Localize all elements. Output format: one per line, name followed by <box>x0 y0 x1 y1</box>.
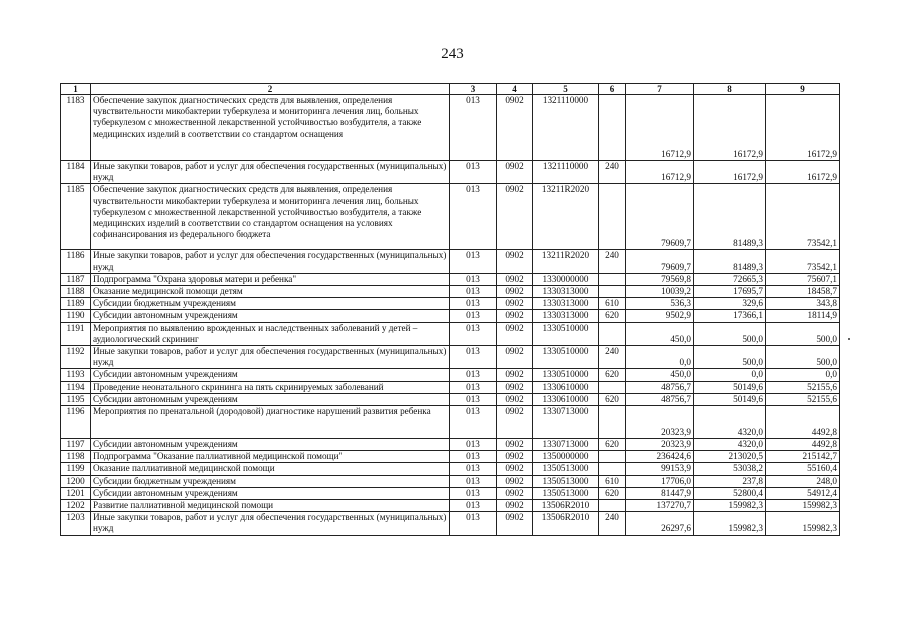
table-row <box>61 512 840 535</box>
row-value-7: 79609,7 <box>626 250 694 273</box>
col-header: 6 <box>599 84 626 95</box>
row-value-8: 17695,7 <box>694 286 766 298</box>
row-target-code: 1350513000 <box>533 487 599 499</box>
row-target-code: 1330000000 <box>533 273 599 285</box>
row-number: 1187 <box>61 273 91 285</box>
col-header: 8 <box>694 84 766 95</box>
header-row <box>61 84 840 95</box>
row-value-7: 20323,9 <box>626 406 694 439</box>
row-target-code: 1330610000 <box>533 381 599 393</box>
row-ministry-code: 013 <box>450 322 497 345</box>
row-expense-type <box>599 463 626 475</box>
row-value-8: 237,8 <box>694 475 766 487</box>
row-target-code: 1330313000 <box>533 286 599 298</box>
row-value-7: 16712,9 <box>626 95 694 161</box>
row-value-7: 536,3 <box>626 298 694 310</box>
row-expense-type <box>599 381 626 393</box>
row-value-8: 50149,6 <box>694 381 766 393</box>
page-number: 243 <box>441 46 464 62</box>
row-value-9: 500,0 <box>766 346 840 369</box>
row-value-9: 75607,1 <box>766 273 840 285</box>
row-section-code: 0902 <box>497 487 533 499</box>
row-section-code: 0902 <box>497 500 533 512</box>
row-name: Субсидии автономным учреждениям <box>91 369 450 381</box>
row-value-8: 52800,4 <box>694 487 766 499</box>
row-section-code: 0902 <box>497 250 533 273</box>
row-number: 1191 <box>61 322 91 345</box>
row-ministry-code: 013 <box>450 393 497 405</box>
row-ministry-code: 013 <box>450 95 497 161</box>
row-section-code: 0902 <box>497 273 533 285</box>
row-number: 1192 <box>61 346 91 369</box>
row-name: Субсидии бюджетным учреждениям <box>91 298 450 310</box>
col-header: 7 <box>626 84 694 95</box>
row-number: 1188 <box>61 286 91 298</box>
row-section-code: 0902 <box>497 512 533 535</box>
row-value-8: 0,0 <box>694 369 766 381</box>
table-row <box>61 310 840 322</box>
row-value-8: 329,6 <box>694 298 766 310</box>
row-value-7: 17706,0 <box>626 475 694 487</box>
row-value-7: 79609,7 <box>626 184 694 250</box>
row-section-code: 0902 <box>497 381 533 393</box>
row-value-9: 18114,9 <box>766 310 840 322</box>
table-row <box>61 286 840 298</box>
row-ministry-code: 013 <box>450 184 497 250</box>
table-row <box>61 487 840 499</box>
table-row <box>61 322 840 345</box>
row-value-9: 73542,1 <box>766 250 840 273</box>
row-name: Оказание медицинской помощи детям <box>91 286 450 298</box>
row-value-7: 450,0 <box>626 369 694 381</box>
table-row <box>61 346 840 369</box>
row-value-8: 500,0 <box>694 322 766 345</box>
table-row <box>61 95 840 161</box>
row-section-code: 0902 <box>497 310 533 322</box>
row-section-code: 0902 <box>497 346 533 369</box>
row-target-code: 13506R2010 <box>533 500 599 512</box>
row-value-7: 0,0 <box>626 346 694 369</box>
row-value-8: 500,0 <box>694 346 766 369</box>
row-value-8: 4320,0 <box>694 439 766 451</box>
row-expense-type: 610 <box>599 475 626 487</box>
row-value-8: 72665,3 <box>694 273 766 285</box>
row-section-code: 0902 <box>497 369 533 381</box>
row-name: Оказание паллиативной медицинской помощи <box>91 463 450 475</box>
row-section-code: 0902 <box>497 184 533 250</box>
row-ministry-code: 013 <box>450 406 497 439</box>
row-ministry-code: 013 <box>450 250 497 273</box>
row-value-9: 52155,6 <box>766 393 840 405</box>
row-value-8: 50149,6 <box>694 393 766 405</box>
row-value-8: 16172,9 <box>694 95 766 161</box>
row-name: Подпрограмма "Охрана здоровья матери и ребенка" <box>91 273 450 285</box>
row-ministry-code: 013 <box>450 369 497 381</box>
row-ministry-code: 013 <box>450 286 497 298</box>
table-row <box>61 161 840 184</box>
row-value-7: 9502,9 <box>626 310 694 322</box>
row-number: 1199 <box>61 463 91 475</box>
table-row <box>61 393 840 405</box>
row-target-code: 13506R2010 <box>533 512 599 535</box>
row-value-7: 10039,2 <box>626 286 694 298</box>
row-value-8: 16172,9 <box>694 161 766 184</box>
row-value-8: 159982,3 <box>694 512 766 535</box>
row-value-9: 16172,9 <box>766 161 840 184</box>
table-row <box>61 184 840 250</box>
table-row <box>61 439 840 451</box>
row-section-code: 0902 <box>497 463 533 475</box>
row-number: 1195 <box>61 393 91 405</box>
row-number: 1193 <box>61 369 91 381</box>
table-row <box>61 500 840 512</box>
row-value-8: 213020,5 <box>694 451 766 463</box>
row-name: Мероприятия по пренатальной (дородовой) диагностике нарушений развития ребенка <box>91 406 450 439</box>
row-target-code: 1330610000 <box>533 393 599 405</box>
row-ministry-code: 013 <box>450 381 497 393</box>
row-value-7: 79569,8 <box>626 273 694 285</box>
row-expense-type: 620 <box>599 439 626 451</box>
row-value-8: 53038,2 <box>694 463 766 475</box>
row-value-9: 500,0 <box>766 322 840 345</box>
row-number: 1186 <box>61 250 91 273</box>
row-name: Субсидии автономным учреждениям <box>91 310 450 322</box>
row-name: Подпрограмма "Оказание паллиативной медицинской помощи" <box>91 451 450 463</box>
row-section-code: 0902 <box>497 451 533 463</box>
row-value-8: 4320,0 <box>694 406 766 439</box>
row-value-9: 343,8 <box>766 298 840 310</box>
table-row <box>61 451 840 463</box>
row-number: 1197 <box>61 439 91 451</box>
row-name: Субсидии автономным учреждениям <box>91 439 450 451</box>
col-header: 1 <box>61 84 91 95</box>
table-row <box>61 298 840 310</box>
row-expense-type <box>599 406 626 439</box>
row-value-9: 215142,7 <box>766 451 840 463</box>
row-section-code: 0902 <box>497 406 533 439</box>
row-ministry-code: 013 <box>450 310 497 322</box>
row-section-code: 0902 <box>497 393 533 405</box>
row-expense-type: 240 <box>599 512 626 535</box>
table-row <box>61 273 840 285</box>
col-header: 5 <box>533 84 599 95</box>
row-target-code: 13211R2020 <box>533 250 599 273</box>
row-target-code: 1330713000 <box>533 439 599 451</box>
row-expense-type: 240 <box>599 161 626 184</box>
row-ministry-code: 013 <box>450 161 497 184</box>
row-value-8: 81489,3 <box>694 184 766 250</box>
row-value-9: 159982,3 <box>766 512 840 535</box>
row-value-9: 4492,8 <box>766 439 840 451</box>
row-number: 1198 <box>61 451 91 463</box>
row-target-code: 1321110000 <box>533 95 599 161</box>
table-row <box>61 250 840 273</box>
row-section-code: 0902 <box>497 286 533 298</box>
row-value-7: 48756,7 <box>626 381 694 393</box>
row-name: Иные закупки товаров, работ и услуг для обеспечения государственных (муниципальных) нужд <box>91 250 450 273</box>
col-header: 2 <box>91 84 450 95</box>
row-ministry-code: 013 <box>450 451 497 463</box>
row-target-code: 1330510000 <box>533 346 599 369</box>
row-name: Субсидии автономным учреждениям <box>91 487 450 499</box>
row-value-9: 16172,9 <box>766 95 840 161</box>
row-value-9: 55160,4 <box>766 463 840 475</box>
row-ministry-code: 013 <box>450 487 497 499</box>
row-value-9: 18458,7 <box>766 286 840 298</box>
row-section-code: 0902 <box>497 161 533 184</box>
row-value-9: 159982,3 <box>766 500 840 512</box>
table-row <box>61 475 840 487</box>
row-ministry-code: 013 <box>450 346 497 369</box>
table-row <box>61 369 840 381</box>
row-target-code: 1350513000 <box>533 475 599 487</box>
row-value-7: 236424,6 <box>626 451 694 463</box>
row-name: Обеспечение закупок диагностических средств для выявления, определения чувствительности микобактерии туберкулеза и мониторинга лечения лиц, больных туберкулезом с множественной лекарственной устойчивостью возбудителя, а также медицинских изделий в соответствии со стандартом оснащения <box>91 95 450 161</box>
row-ministry-code: 013 <box>450 463 497 475</box>
row-expense-type: 620 <box>599 369 626 381</box>
row-target-code: 1330713000 <box>533 406 599 439</box>
row-expense-type <box>599 95 626 161</box>
row-number: 1189 <box>61 298 91 310</box>
row-value-7: 16712,9 <box>626 161 694 184</box>
budget-table <box>60 83 840 536</box>
row-value-8: 17366,1 <box>694 310 766 322</box>
row-ministry-code: 013 <box>450 273 497 285</box>
row-expense-type: 240 <box>599 346 626 369</box>
row-section-code: 0902 <box>497 322 533 345</box>
row-target-code: 1330510000 <box>533 322 599 345</box>
row-value-9: 248,0 <box>766 475 840 487</box>
row-target-code: 1321110000 <box>533 161 599 184</box>
row-expense-type: 620 <box>599 310 626 322</box>
row-ministry-code: 013 <box>450 500 497 512</box>
row-number: 1201 <box>61 487 91 499</box>
row-name: Иные закупки товаров, работ и услуг для обеспечения государственных (муниципальных) нужд <box>91 346 450 369</box>
row-expense-type: 240 <box>599 250 626 273</box>
row-target-code: 13211R2020 <box>533 184 599 250</box>
row-number: 1190 <box>61 310 91 322</box>
row-target-code: 1350513000 <box>533 463 599 475</box>
row-number: 1203 <box>61 512 91 535</box>
row-value-7: 26297,6 <box>626 512 694 535</box>
row-value-9: 0,0 <box>766 369 840 381</box>
col-header: 9 <box>766 84 840 95</box>
row-name: Иные закупки товаров, работ и услуг для обеспечения государственных (муниципальных) нужд <box>91 512 450 535</box>
table-row <box>61 406 840 439</box>
row-expense-type <box>599 184 626 250</box>
row-value-7: 20323,9 <box>626 439 694 451</box>
row-number: 1202 <box>61 500 91 512</box>
row-section-code: 0902 <box>497 475 533 487</box>
row-ministry-code: 013 <box>450 298 497 310</box>
row-value-9: 4492,8 <box>766 406 840 439</box>
row-ministry-code: 013 <box>450 512 497 535</box>
row-number: 1184 <box>61 161 91 184</box>
row-name: Мероприятия по выявлению врожденных и наследственных заболеваний у детей – аудиологический скрининг <box>91 322 450 345</box>
row-name: Иные закупки товаров, работ и услуг для обеспечения государственных (муниципальных) нужд <box>91 161 450 184</box>
row-ministry-code: 013 <box>450 475 497 487</box>
row-expense-type: 610 <box>599 298 626 310</box>
table-body <box>61 95 840 536</box>
row-section-code: 0902 <box>497 95 533 161</box>
row-ministry-code: 013 <box>450 439 497 451</box>
row-value-8: 81489,3 <box>694 250 766 273</box>
row-number: 1183 <box>61 95 91 161</box>
row-section-code: 0902 <box>497 439 533 451</box>
row-expense-type <box>599 273 626 285</box>
row-name: Развитие паллиативной медицинской помощи <box>91 500 450 512</box>
col-header: 3 <box>450 84 497 95</box>
row-section-code: 0902 <box>497 298 533 310</box>
stray-mark <box>848 338 850 340</box>
row-name: Проведение неонатального скрининга на пять скринируемых заболеваний <box>91 381 450 393</box>
row-value-7: 81447,9 <box>626 487 694 499</box>
row-value-7: 99153,9 <box>626 463 694 475</box>
row-number: 1185 <box>61 184 91 250</box>
row-value-9: 54912,4 <box>766 487 840 499</box>
row-name: Обеспечение закупок диагностических средств для выявления, определения чувствительности микобактерии туберкулеза и мониторинга лечения лиц, больных туберкулезом с множественной лекарственной устойчивостью возбудителя, а также медицинских изделий в соответствии со стандартом оснащения на условиях софинансирования из федерального бюджета <box>91 184 450 250</box>
row-value-7: 450,0 <box>626 322 694 345</box>
row-number: 1194 <box>61 381 91 393</box>
row-number: 1196 <box>61 406 91 439</box>
table-row <box>61 463 840 475</box>
row-expense-type <box>599 451 626 463</box>
row-target-code: 1330313000 <box>533 310 599 322</box>
row-target-code: 1330313000 <box>533 298 599 310</box>
row-target-code: 1350000000 <box>533 451 599 463</box>
table-row <box>61 381 840 393</box>
row-value-9: 52155,6 <box>766 381 840 393</box>
row-expense-type <box>599 500 626 512</box>
row-number: 1200 <box>61 475 91 487</box>
row-value-7: 137270,7 <box>626 500 694 512</box>
row-expense-type <box>599 322 626 345</box>
row-value-8: 159982,3 <box>694 500 766 512</box>
row-expense-type: 620 <box>599 393 626 405</box>
row-value-9: 73542,1 <box>766 184 840 250</box>
row-expense-type <box>599 286 626 298</box>
row-name: Субсидии автономным учреждениям <box>91 393 450 405</box>
col-header: 4 <box>497 84 533 95</box>
row-name: Субсидии бюджетным учреждениям <box>91 475 450 487</box>
row-expense-type: 620 <box>599 487 626 499</box>
row-value-7: 48756,7 <box>626 393 694 405</box>
row-target-code: 1330510000 <box>533 369 599 381</box>
